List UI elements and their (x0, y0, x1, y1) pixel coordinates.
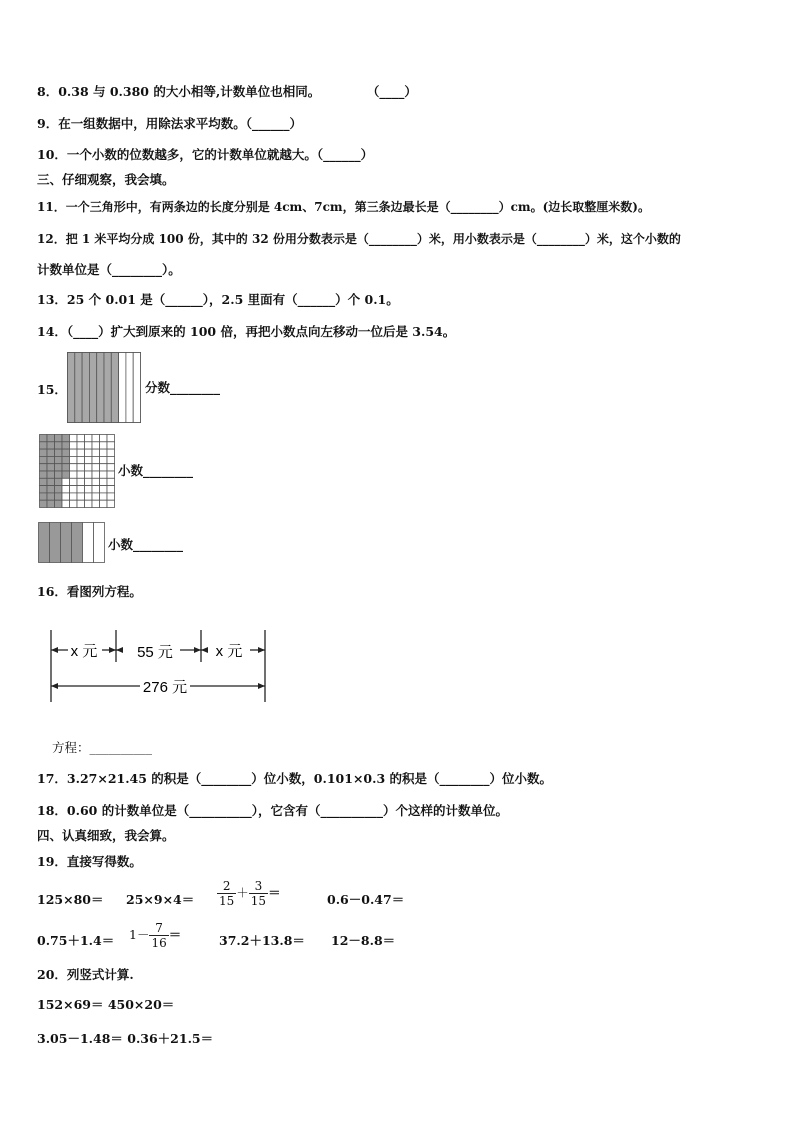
calc-2: 25×9×4＝ (126, 892, 195, 907)
grid-cell (47, 500, 55, 507)
grid-cell (100, 456, 108, 463)
grid-cell (62, 449, 70, 456)
tenth-strip-2 (50, 523, 61, 563)
question-8-text: 8．0.38 与 0.380 的大小相等,计数单位也相同。 (37, 84, 321, 99)
grid-cell (55, 456, 63, 463)
question-11: 11．一个三角形中，有两条边的长度分别是 4cm、7cm，第三条边最长是（________）cm。(边长取整厘米数)。 (37, 200, 650, 214)
fraction-answer-label: 分数________ (145, 380, 221, 395)
grid-cell (62, 486, 70, 493)
grid-cell (62, 493, 70, 500)
grid-cell (70, 449, 78, 456)
calc-5: 0.75＋1.4＝ (37, 933, 115, 948)
grid-cell (107, 449, 115, 456)
grid-cell (107, 471, 115, 478)
segment-label-1: x 元 (70, 643, 98, 660)
question-14: 14．（____）扩大到原来的 100 倍，再把小数点向左移动一位后是 3.54。 (37, 324, 456, 339)
grid-cell (40, 464, 48, 471)
grid-cell (92, 471, 100, 478)
calc-8: 12－8.8＝ (331, 933, 396, 948)
calc-7: 37.2＋13.8＝ (219, 933, 305, 948)
grid-cell (55, 449, 63, 456)
question-13: 13．25 个 0.01 是（______），2.5 里面有（______）个 0.1。 (37, 292, 399, 307)
grid-cell (92, 478, 100, 485)
grid-cell (100, 478, 108, 485)
grid-cell (107, 442, 115, 449)
strip-8 (119, 353, 126, 423)
grid-cell (70, 456, 78, 463)
segment-label-3: x 元 (215, 643, 243, 660)
calc-3: $\frac{2}{15}$ ＋ $\frac{3}{15}$ ＝ (219, 879, 281, 908)
strip-4 (89, 353, 96, 423)
calc-4: 0.6－0.47＝ (327, 892, 405, 907)
grid-cell (70, 478, 78, 485)
grid-cell (77, 449, 85, 456)
strip-5 (97, 353, 104, 423)
fraction-2-15: $\frac{2}{15}$ (219, 879, 235, 908)
grid-cell (40, 493, 48, 500)
grid-cell (47, 456, 55, 463)
grid-cell (77, 486, 85, 493)
grid-cell (40, 456, 48, 463)
grid-cell (92, 449, 100, 456)
hundred-grid-figure (39, 434, 116, 509)
decimal-answer-label-1: 小数________ (118, 463, 194, 478)
grid-cell (47, 486, 55, 493)
grid-cell (100, 449, 108, 456)
grid-cell (92, 464, 100, 471)
grid-cell (85, 500, 93, 507)
grid-cell (100, 471, 108, 478)
grid-cell (100, 493, 108, 500)
strip-7 (111, 353, 118, 423)
grid-cell (70, 486, 78, 493)
grid-cell (100, 486, 108, 493)
grid-cell (40, 435, 48, 442)
grid-cell (77, 464, 85, 471)
grid-cell (47, 478, 55, 485)
grid-cell (62, 435, 70, 442)
grid-cell (100, 442, 108, 449)
grid-cell (85, 464, 93, 471)
grid-cell (40, 486, 48, 493)
grid-cell (70, 493, 78, 500)
question-19: 19．直接写得数。 (37, 854, 142, 869)
grid-cell (77, 478, 85, 485)
question-10: 10．一个小数的位数越多，它的计数单位就越大。（______） (37, 147, 374, 162)
grid-cell (55, 464, 63, 471)
strip-6 (104, 353, 111, 423)
grid-cell (47, 435, 55, 442)
total-label: 276 元 (142, 679, 188, 696)
question-16: 16．看图列方程。 (37, 584, 142, 599)
grid-cell (85, 471, 93, 478)
strip-10 (133, 353, 140, 423)
grid-cell (55, 500, 63, 507)
grid-cell (92, 500, 100, 507)
grid-cell (100, 435, 108, 442)
grid-cell (85, 449, 93, 456)
grid-cell (107, 478, 115, 485)
question-8-answer-paren: （____） (366, 84, 417, 99)
grid-cell (77, 435, 85, 442)
question-20: 20．列竖式计算. (37, 967, 134, 982)
strip-3 (82, 353, 89, 423)
segment-label-2: 55 元 (137, 644, 173, 661)
tenth-strip-1 (39, 523, 50, 563)
grid-cell (47, 449, 55, 456)
grid-cell (62, 478, 70, 485)
grid-cell (100, 464, 108, 471)
strip-9 (126, 353, 133, 423)
question-9: 9．在一组数据中，用除法求平均数。（______） (37, 116, 302, 131)
tenth-strip-3 (61, 523, 72, 563)
grid-cell (85, 442, 93, 449)
grid-cell (40, 442, 48, 449)
grid-cell (92, 442, 100, 449)
question-20-line-2: 3.05－1.48＝ 0.36＋21.5＝ (37, 1031, 214, 1046)
section-3-heading: 三、仔细观察，我会填。 (37, 172, 175, 187)
grid-cell (107, 486, 115, 493)
grid-cell (55, 471, 63, 478)
grid-cell (85, 456, 93, 463)
grid-cell (92, 435, 100, 442)
grid-cell (77, 471, 85, 478)
tenths-strip-figure (38, 522, 106, 564)
question-20-line-1: 152×69＝ 450×20＝ (37, 997, 175, 1012)
grid-cell (70, 442, 78, 449)
grid-cell (77, 500, 85, 507)
tenth-strip-5 (83, 523, 94, 563)
equation-answer-line: 方程：__________ (52, 740, 153, 755)
grid-cell (85, 478, 93, 485)
section-4-heading: 四、认真细致，我会算。 (37, 828, 175, 843)
grid-cell (92, 493, 100, 500)
grid-cell (70, 435, 78, 442)
grid-cell (55, 435, 63, 442)
strip-2 (75, 353, 82, 423)
grid-cell (40, 478, 48, 485)
question-17: 17．3.27×21.45 的积是（________）位小数，0.101×0.3 的积是（________）位小数。 (37, 771, 553, 786)
grid-cell (62, 471, 70, 478)
grid-cell (62, 442, 70, 449)
grid-cell (47, 493, 55, 500)
grid-cell (107, 456, 115, 463)
grid-cell (55, 478, 63, 485)
segment-diagram (44, 628, 272, 704)
grid-cell (77, 442, 85, 449)
grid-cell (70, 471, 78, 478)
grid-cell (40, 500, 48, 507)
grid-cell (100, 500, 108, 507)
grid-cell (107, 500, 115, 507)
grid-cell (85, 435, 93, 442)
grid-cell (47, 442, 55, 449)
grid-cell (47, 464, 55, 471)
grid-cell (40, 471, 48, 478)
grid-cell (47, 471, 55, 478)
fraction-3-15: $\frac{3}{15}$ (250, 879, 267, 908)
calc-1: 125×80＝ (37, 892, 104, 907)
grid-cell (77, 456, 85, 463)
grid-cell (107, 464, 115, 471)
grid-cell (62, 500, 70, 507)
grid-cell (70, 464, 78, 471)
grid-cell (107, 493, 115, 500)
grid-cell (55, 486, 63, 493)
tenth-strip-6 (94, 523, 105, 563)
grid-cell (85, 493, 93, 500)
grid-cell (107, 435, 115, 442)
grid-cell (40, 449, 48, 456)
grid-cell (62, 456, 70, 463)
grid-cell (62, 464, 70, 471)
question-12-line-2: 计数单位是（________）。 (37, 262, 181, 277)
decimal-answer-label-2: 小数________ (108, 537, 184, 552)
strip-1 (68, 353, 75, 423)
grid-cell (92, 456, 100, 463)
grid-cell (70, 500, 78, 507)
question-8 (37, 84, 417, 100)
question-15-number: 15． (37, 382, 67, 397)
grid-cell (55, 442, 63, 449)
calc-6: 1－ $\frac{7}{16}$ ＝ (129, 921, 182, 950)
grid-cell (55, 493, 63, 500)
question-18: 18．0.60 的计数单位是（__________），它含有（__________）个这样的计数单位。 (37, 803, 508, 818)
fraction-strip-figure (67, 352, 142, 424)
tenth-strip-4 (72, 523, 83, 563)
question-12-line-1: 12．把 1 米平均分成 100 份，其中的 32 份用分数表示是（________）米，用小数表示是（________）米，这个小数的 (37, 232, 681, 246)
grid-cell (85, 486, 93, 493)
fraction-7-16: $\frac{7}{16}$ (151, 921, 167, 950)
grid-cell (92, 486, 100, 493)
grid-cell (77, 493, 85, 500)
